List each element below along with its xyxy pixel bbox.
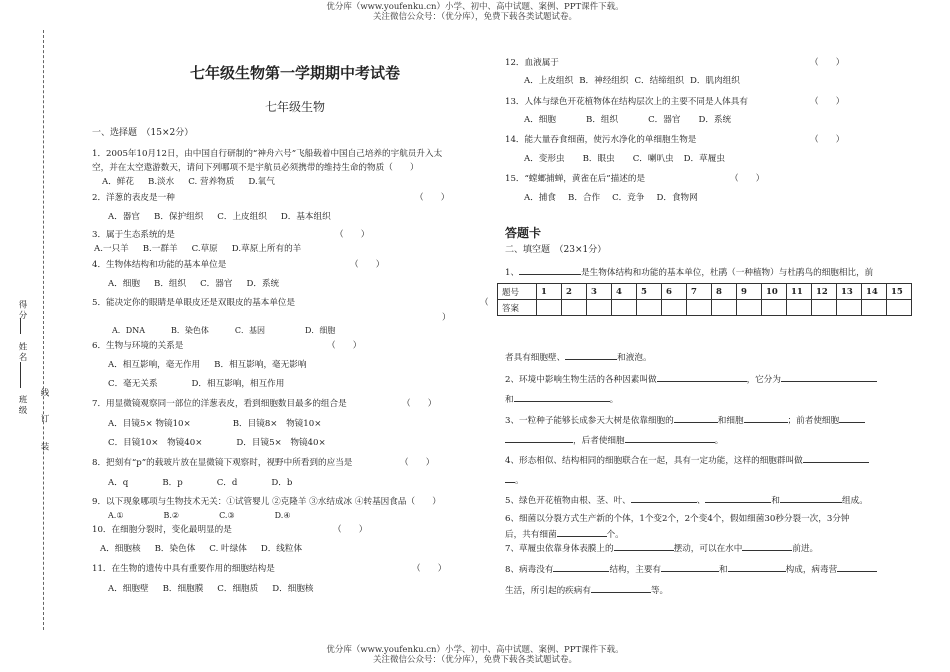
fill-3-blank-5[interactable]: [625, 433, 715, 443]
answer-table-answer-row: [498, 300, 912, 316]
question-8-option-c[interactable]: C．d: [216, 478, 238, 488]
question-13-option-c[interactable]: C．器官: [648, 115, 681, 125]
fill-8-cont: 生活，所引起的疾病有 等。: [505, 583, 668, 597]
question-8-option-a[interactable]: A．q: [108, 478, 129, 488]
fill-6-cont: 后，共有细菌 个。: [505, 527, 624, 541]
question-5-options: [112, 325, 349, 337]
answer-table-number: 8: [712, 284, 737, 300]
question-7-options-row2: [108, 437, 340, 449]
fill-3-blank-1[interactable]: [674, 413, 718, 423]
question-4-option-c[interactable]: C．器官: [200, 279, 233, 289]
answer-table-cell[interactable]: [787, 300, 812, 316]
question-13-option-d[interactable]: D．系统: [698, 115, 732, 125]
fill-6-blank[interactable]: [557, 527, 607, 537]
fill-8-blank-5[interactable]: [591, 583, 651, 593]
answer-table-number: 6: [662, 284, 687, 300]
question-9-stem: 9．以下现象哪项与生物技术无关：①试管婴儿 ②克隆羊 ③水结成冰 ④转基因食品（ ）: [92, 497, 441, 507]
question-2-option-b[interactable]: B．保护组织: [154, 212, 204, 222]
question-5-option-b[interactable]: B．染色体: [170, 326, 209, 335]
fill-6: 6、细菌以分裂方式生产新的个体，1个变2个，2个变4个，假如细菌30秒分裂一次，3分钟: [505, 514, 850, 524]
fill-3: 3、一粒种子能够长成参天大树是依靠细胞的 和细胞 ；前者使细胞: [505, 413, 865, 427]
fill-2: 2、环境中影响生物生活的各种因素叫做 ，它分为: [505, 372, 877, 386]
answer-table-cell[interactable]: [737, 300, 762, 316]
binding-zhuang-label: 装: [39, 442, 49, 453]
answer-table-number-row: [498, 284, 912, 300]
question-10-option-c[interactable]: C. 叶绿体: [209, 544, 247, 554]
fill-5: 5、绿色开花植物由根、茎、叶、 、 和 组成。: [505, 493, 868, 507]
question-15-option-d[interactable]: D．食物网: [656, 193, 698, 203]
question-11-paren: （ ）: [412, 564, 447, 574]
question-15-stem: 15．“螳螂捕蝉，黄雀在后”描述的是: [505, 174, 646, 184]
answer-table-cell[interactable]: [687, 300, 712, 316]
fill-5-blank-1[interactable]: [631, 493, 697, 503]
binding-line: [43, 30, 44, 630]
answer-table-label-a: 答案: [498, 300, 537, 316]
class-label: 班级: [17, 395, 27, 416]
question-3-option-c[interactable]: C.草原: [191, 244, 218, 254]
question-6-option-c[interactable]: C．毫无关系: [108, 379, 158, 389]
question-10-stem: 10．在细胞分裂时，变化最明显的是: [92, 525, 232, 535]
answer-table-cell[interactable]: [662, 300, 687, 316]
answer-table-number: 9: [737, 284, 762, 300]
question-4-option-d[interactable]: D．系统: [246, 279, 280, 289]
answer-table-cell[interactable]: [537, 300, 562, 316]
fill-8-blank-3[interactable]: [728, 562, 786, 572]
fill-1-blank[interactable]: [519, 265, 581, 275]
question-15-option-b[interactable]: B．合作: [568, 193, 601, 203]
answer-table-number: 4: [612, 284, 637, 300]
question-12-option-d[interactable]: D．肌肉组织: [690, 76, 740, 86]
fill-5-blank-3[interactable]: [780, 493, 842, 503]
question-14-paren: （ ）: [810, 135, 845, 145]
question-12-option-b[interactable]: B．神经组织: [579, 76, 629, 86]
question-15-option-a[interactable]: A．捕食: [524, 193, 556, 203]
question-2-options: [108, 211, 345, 223]
question-5-option-d[interactable]: D．细胞: [304, 326, 336, 335]
fill-8-blank-4[interactable]: [837, 562, 877, 572]
question-9-options: [108, 510, 305, 522]
question-5-paren-close: ）: [442, 313, 451, 323]
score-label: 得分: [17, 300, 27, 321]
question-9-option-a[interactable]: A.①: [108, 511, 124, 520]
question-2-option-a[interactable]: A．器官: [108, 212, 140, 222]
question-11-option-c[interactable]: C．细胞质: [217, 584, 259, 594]
answer-table-cell[interactable]: [862, 300, 887, 316]
answer-table-number: 15: [887, 284, 912, 300]
question-2-paren: （ ）: [415, 193, 450, 203]
fill-1: 1、 是生物体结构和功能的基本单位，杜鹃（一种植物）与杜鹃鸟的细胞相比，前: [505, 265, 873, 279]
footer-line-1: 优分库（www.youfenku.cn）小学、初中、高中试题、案例、PPT课件下载。: [326, 645, 624, 655]
question-10-option-a[interactable]: A．细胞核: [100, 544, 141, 554]
answer-table-cell[interactable]: [637, 300, 662, 316]
question-9-option-c[interactable]: C.③: [219, 511, 235, 520]
question-1-option-d[interactable]: D.氧气: [248, 177, 275, 187]
question-15-options: [524, 192, 712, 204]
answer-table: [497, 283, 912, 316]
answer-table-number: 10: [762, 284, 787, 300]
question-3-option-d[interactable]: D.草原上所有的羊: [231, 244, 302, 254]
question-3-stem: 3．属于生态系统的是: [92, 230, 175, 240]
answer-table-number: 12: [812, 284, 837, 300]
question-4-options: [108, 278, 293, 290]
question-8-options: [108, 477, 306, 489]
fill-7: 7、草履虫依靠身体表膜上的 摆动，可以在水中 前进。: [505, 541, 818, 555]
question-2-option-c[interactable]: C．上皮组织: [217, 212, 267, 222]
answer-table-number: 14: [862, 284, 887, 300]
question-13-stem: 13．人体与绿色开花植物体在结构层次上的主要不同是人体具有: [505, 97, 748, 107]
question-14-option-a[interactable]: A．变形虫: [524, 154, 565, 164]
question-7-paren: （ ）: [402, 399, 437, 409]
question-5-option-c[interactable]: C．基因: [234, 326, 265, 335]
fill-2-blank-3[interactable]: [514, 392, 610, 402]
name-label: 姓名: [17, 342, 27, 363]
binding-line-label: 线: [39, 388, 49, 399]
fill-1-cont: 者具有细胞壁、 和液泡。: [505, 350, 652, 364]
question-7-option-a[interactable]: A．目镜5× 物镜10×: [108, 419, 191, 429]
question-8-paren: （ ）: [400, 458, 435, 468]
fill-3-blank-4[interactable]: [505, 433, 573, 443]
question-1-option-b[interactable]: B.淡水: [148, 177, 175, 187]
answer-table-cell[interactable]: [887, 300, 912, 316]
question-3-paren: （ ）: [335, 230, 370, 240]
fill-8-blank-2[interactable]: [661, 562, 719, 572]
answer-table-number: 5: [637, 284, 662, 300]
answer-table-number: 11: [787, 284, 812, 300]
fill-4-blank-1[interactable]: [803, 453, 869, 463]
question-6-option-b[interactable]: B．相互影响，毫无影响: [214, 360, 307, 370]
question-4-option-a[interactable]: A．细胞: [108, 279, 140, 289]
question-9-option-b[interactable]: B.②: [163, 511, 180, 520]
fill-8: 8、病毒没有 结构，主要有 和 构成，病毒营: [505, 562, 877, 576]
question-1-stem: 1．2005年10月12日，由中国自行研制的“神舟六号”飞船载着中国自己培养的宇航员升入太: [92, 149, 443, 159]
binding-ding-label: 订: [39, 414, 49, 425]
question-4-paren: （ ）: [350, 260, 385, 270]
question-4-option-b[interactable]: B．组织: [154, 279, 187, 289]
question-7-stem: 7．用显微镜观察同一部位的洋葱表皮，看到细胞数目最多的组合是: [92, 399, 347, 409]
question-14-option-c[interactable]: C．喇叭虫: [632, 154, 674, 164]
question-11-option-b[interactable]: B．细胞膜: [162, 584, 204, 594]
question-12-option-c[interactable]: C．结缔组织: [634, 76, 685, 86]
section1-heading: 一、选择题 （15×2分）: [92, 128, 194, 138]
fill-1-blank-2[interactable]: [565, 350, 617, 360]
question-11-stem: 11．在生物的遗传中具有重要作用的细胞结构是: [92, 564, 275, 574]
fill-4-cont: 。: [505, 473, 524, 487]
question-14-option-d[interactable]: D．草履虫: [683, 154, 725, 164]
question-9-option-d[interactable]: D.④: [274, 511, 291, 520]
question-5-stem: 5．能决定你的眼睛是单眼皮还是双眼皮的基本单位是: [92, 298, 296, 308]
header-line-2: 关注微信公众号：（优分库），免费下载各类试题试卷。: [372, 12, 577, 22]
question-2-option-d[interactable]: D．基本组织: [280, 212, 331, 222]
header-line-1: 优分库（www.youfenku.cn）小学、初中、高中试题、案例、PPT课件下载。: [326, 2, 624, 12]
fill-8-blank-1[interactable]: [553, 562, 609, 572]
question-3-option-a[interactable]: A.一只羊: [94, 244, 129, 254]
answer-table-cell[interactable]: [762, 300, 787, 316]
fill-4-blank-2[interactable]: [505, 473, 515, 483]
question-4-stem: 4．生物体结构和功能的基本单位是: [92, 260, 227, 270]
question-6-options-row1: [108, 359, 320, 371]
fill-4: 4、形态相似、结构相同的细胞联合在一起，具有一定功能，这样的细胞群叫做: [505, 453, 869, 467]
question-5-option-a[interactable]: A．DNA: [112, 326, 145, 335]
answer-table-number: 13: [837, 284, 862, 300]
question-12-stem: 12．血液属于: [505, 58, 559, 68]
question-12-option-a[interactable]: A．上皮组织: [524, 76, 574, 86]
question-6-options-row2: [108, 378, 298, 390]
question-6-paren: （ ）: [327, 341, 362, 351]
question-10-options: [100, 543, 316, 555]
question-12-options: [524, 75, 754, 87]
exam-subtitle: 七年级生物: [264, 100, 325, 114]
name-blank: [20, 362, 21, 388]
question-8-option-b[interactable]: B．p: [162, 478, 183, 488]
question-10-option-d[interactable]: D．线粒体: [260, 544, 303, 554]
answer-table-number: 2: [562, 284, 587, 300]
score-blank: [20, 318, 21, 334]
footer-line-2: 关注微信公众号：（优分库），免费下载各类试题试卷。: [372, 655, 577, 665]
fill-3-blank-2[interactable]: [744, 413, 788, 423]
answer-table-cell[interactable]: [562, 300, 587, 316]
question-14-option-b[interactable]: B．眼虫: [582, 154, 615, 164]
question-11-option-a[interactable]: A．细胞壁: [108, 584, 149, 594]
answer-table-number: 7: [687, 284, 712, 300]
question-7-option-c[interactable]: C．目镜10× 物镜40×: [108, 438, 203, 448]
fill-7-blank-1[interactable]: [614, 541, 674, 551]
answer-card-title: 答题卡: [505, 226, 542, 240]
answer-table-cell[interactable]: [812, 300, 837, 316]
exam-title: 七年级生物第一学期期中考试卷: [189, 64, 400, 82]
question-7-option-b[interactable]: B．目镜8× 物镜10×: [232, 419, 322, 429]
answer-table-number: 3: [587, 284, 612, 300]
question-7-options-row1: [108, 418, 335, 430]
section2-heading: 二、填空题 （23×1分）: [505, 245, 607, 255]
question-2-stem: 2．洋葱的表皮是一种: [92, 193, 175, 203]
answer-table-number: 1: [537, 284, 562, 300]
question-11-options: [108, 583, 328, 595]
answer-table-label-q: 题号: [498, 284, 537, 300]
answer-table-cell[interactable]: [712, 300, 737, 316]
fill-3-cont: ，后者使细胞 。: [505, 433, 723, 447]
question-11-option-d[interactable]: D．细胞核: [272, 584, 314, 594]
question-5-paren-open: （: [480, 298, 489, 308]
question-8-stem: 8．把刻有“p”的载玻片放在显微镜下观察时，视野中所看到的应当是: [92, 458, 353, 468]
fill-2-blank-2[interactable]: [781, 372, 877, 382]
question-14-options: [524, 153, 739, 165]
fill-7-blank-2[interactable]: [742, 541, 792, 551]
question-13-options: [524, 114, 745, 126]
question-13-option-b[interactable]: B．组织: [586, 115, 619, 125]
question-7-option-d[interactable]: D．目镜5× 物镜40×: [236, 438, 326, 448]
answer-table-cell[interactable]: [837, 300, 862, 316]
question-15-paren: （ ）: [730, 174, 765, 184]
question-1-option-c[interactable]: C. 营养物质: [188, 177, 235, 187]
question-13-paren: （ ）: [810, 97, 845, 107]
answer-table-cell[interactable]: [587, 300, 612, 316]
answer-table-cell[interactable]: [612, 300, 637, 316]
fill-2-blank-1[interactable]: [657, 372, 747, 382]
question-12-paren: （ ）: [810, 58, 845, 68]
question-6-option-a[interactable]: A．相互影响，毫无作用: [108, 360, 201, 370]
fill-3-blank-3[interactable]: [839, 413, 865, 423]
question-6-stem: 6．生物与环境的关系是: [92, 341, 184, 351]
question-14-stem: 14．能大量吞食细菌，使污水净化的单细胞生物是: [505, 135, 697, 145]
question-1-options: [102, 176, 289, 188]
fill-5-blank-2[interactable]: [705, 493, 771, 503]
question-15-option-c[interactable]: C．竞争: [612, 193, 645, 203]
question-3-options: [94, 243, 315, 255]
question-1-stem-2: 空，并在太空遨游数天，请问下列哪项不是宇航员必须携带的维持生命的物质（ ）: [92, 163, 419, 173]
question-1-option-a[interactable]: A．鲜花: [102, 177, 134, 187]
question-10-paren: （ ）: [333, 525, 368, 535]
question-13-option-a[interactable]: A．细胞: [524, 115, 556, 125]
question-6-option-d[interactable]: D．相互影响，相互作用: [191, 379, 285, 389]
question-10-option-b[interactable]: B．染色体: [154, 544, 196, 554]
question-8-option-d[interactable]: D．b: [271, 478, 293, 488]
fill-2-cont: 和 。: [505, 392, 618, 406]
question-3-option-b[interactable]: B.一群羊: [142, 244, 178, 254]
